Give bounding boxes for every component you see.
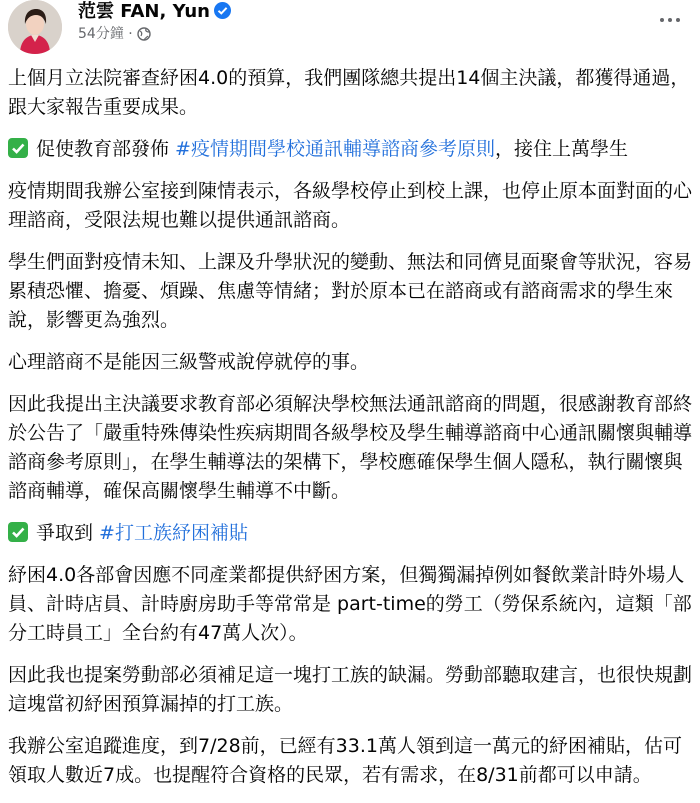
post-paragraph: 因此我也提案勞動部必須補足這一塊打工族的缺漏。勞動部聽取建言，也很快規劃這塊當初紓困預算漏掉的打工族。 [8, 664, 693, 715]
more-dot [660, 18, 664, 22]
author-name-text[interactable]: 范雲 FAN, Yun [78, 1, 210, 22]
highlight-suffix: ，接住上萬學生 [494, 138, 628, 160]
hashtag-link[interactable]: #打工族紓困補貼 [99, 522, 248, 544]
meta-separator: · [128, 26, 133, 42]
post-paragraph: 心理諮商不是能因三級警戒說停就停的事。 [8, 351, 370, 373]
post-paragraph: 因此我提出主決議要求教育部必須解決學校無法通訊諮商的問題，很感謝教育部終於公告了「嚴重特殊傳染性疾病期間各級學校及學生輔導諮商中心通訊關懷與輔導諮商參考原則」，在學生輔導法的架構下，學校應確保學生個人隱私，執行關懷與諮商輔導，確保高關懷學生輔導不中斷。 [8, 393, 693, 502]
highlight-prefix: 促使教育部發佈 [36, 138, 176, 160]
post-paragraph: 疫情期間我辦公室接到陳情表示，各級學校停止到校上課，也停止原本面對面的心理諮商，受限法規也難以提供通訊諮商。 [8, 180, 693, 231]
post-meta [78, 24, 151, 44]
check-mark-icon [8, 522, 28, 542]
post-timestamp[interactable]: 54分鐘 [78, 26, 124, 42]
highlight-paragraph [8, 135, 692, 164]
more-options-icon[interactable] [652, 6, 688, 34]
more-dot [668, 18, 672, 22]
highlight-prefix: 爭取到 [36, 522, 100, 544]
post-paragraph: 紓困4.0各部會因應不同產業都提供紓困方案，但獨獨漏掉例如餐飲業計時外場人員、計時店員、計時廚房助手等常常是 part-time的勞工（勞保系統內，這類「部分工時員工」全台約有47萬人次）。 [8, 564, 692, 644]
author-avatar[interactable] [8, 0, 62, 54]
more-dot [676, 18, 680, 22]
post-paragraph: 上個月立法院審查紓困4.0的預算，我們團隊總共提出14個主決議，都獲得通過，跟大家報告重要成果。 [8, 67, 690, 118]
post-paragraph: 學生們面對疫情未知、上課及升學狀況的變動、無法和同儕見面聚會等狀況，容易累積恐懼、擔憂、煩躁、焦慮等情緒；對於原本已在諮商或有諮商需求的學生來說，影響更為強烈。 [8, 251, 693, 331]
check-mark-icon [8, 138, 28, 158]
post-body [8, 64, 692, 803]
post-paragraph: 我辦公室追蹤進度，到7/28前，已經有33.1萬人領到這一萬元的紓困補貼，估可領取人數近7成。也提醒符合資格的民眾，若有需求，在8/31前都可以申請。 [8, 735, 682, 786]
verified-badge-icon [214, 2, 231, 19]
hashtag-link[interactable]: #疫情期間學校通訊輔導諮商參考原則 [175, 138, 495, 160]
author-name[interactable] [78, 0, 231, 24]
post-header [0, 0, 700, 60]
highlight-paragraph [8, 519, 692, 548]
globe-icon[interactable] [137, 27, 151, 41]
